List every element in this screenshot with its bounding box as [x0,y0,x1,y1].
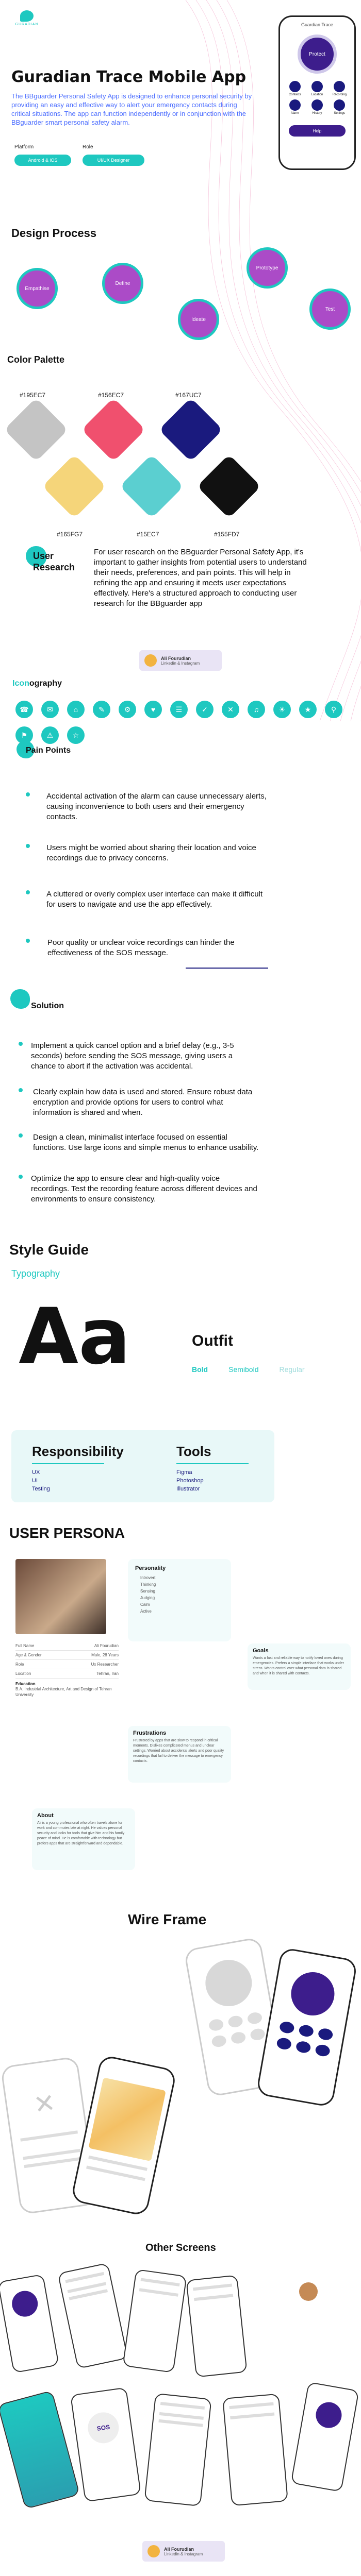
bullet-dot [19,1133,23,1138]
process-step-test: Test [309,289,351,330]
iconography-icon: ⚙ [119,701,136,718]
iconography-icon: ⚠ [41,726,59,744]
tile-location[interactable]: Location [307,81,326,96]
solution-title: Solution [31,1002,64,1010]
info-row: Full Name Ali Fourudian [15,1641,119,1651]
other-screen-1 [0,2274,59,2374]
sos-mini-button[interactable]: SOS [86,2410,121,2445]
pain-points-title: Pain Points [26,746,71,755]
pain-point-3: A cluttered or overly complex user interface can make it difficult for users to navigate and use the app effectively. [46,890,263,909]
info-row: Age & Gender Male, 28 Years [15,1651,119,1660]
color-label-4: #165FG7 [57,531,83,538]
mini-disc [10,2289,40,2319]
about-title: About [37,1812,54,1819]
persona-info-table [15,1641,119,1698]
phone-tile-grid [280,76,354,120]
persona-title: USER PERSONA [9,1525,125,1541]
tools-title: Tools [176,1444,211,1459]
goals-card [248,1643,351,1690]
iconography-icon: ☀ [273,701,291,718]
author-badge-bottom[interactable] [142,2541,225,2562]
wire-frame-title: Wire Frame [128,1911,207,1927]
hero-phone-mockup [278,15,356,170]
personality-card [128,1559,231,1641]
brand-logo [11,10,42,31]
bullet-dot [19,1088,23,1092]
info-row: Location Tehran, Iran [15,1669,119,1679]
frustrations-card [128,1726,231,1783]
user-research-text: For user research on the BBguarder Personal Safety App, it's important to gather insights from potential users to understand their needs, preferences, and pain points. This will help in refining the app and ensuring it meets user expectations effectively. Here's a structured approach to conducting user research for the BBguarder app [94,548,307,608]
weight-bold: Bold [192,1365,208,1374]
color-label-6: #155FD7 [214,531,240,538]
divider-line [186,968,268,969]
solution-3: Design a clean, minimalist interface focused on essential functions. Use large icons and simple menus to enhance usability. [33,1133,259,1152]
wireframe-protect-disc [288,1969,338,2019]
iconography-icon: ✉ [41,701,59,718]
goals-text: Wants a fast and reliable way to notify loved ones during emergencies. Prefers a simple interface that works under stress. Wants control over what personal data is shared and when it is shared with contacts. [253,1656,344,1675]
color-swatch-4 [42,454,106,518]
responsibility-title: Responsibility [32,1444,124,1459]
solution-4: Optimize the app to ensure clear and high-quality voice recordings. Test the recording feature across different devices and environments to ensure consistency. [31,1174,257,1204]
platform-pill: Android & iOS [14,155,71,166]
personality-title: Personality [135,1565,166,1571]
other-screen-5 [0,2390,80,2509]
process-step-empathise: Empathise [17,268,58,309]
color-label-1: #195EC7 [20,392,46,399]
tile-history[interactable]: History [307,99,326,115]
solution-1: Implement a quick cancel option and a brief delay (e.g., 3-5 seconds) before sending the SOS message, giving users a chance to abort if the activation was accidental. [31,1041,234,1071]
iconography-icon: ☰ [170,701,188,718]
iconography-icon: ⚲ [325,701,342,718]
color-swatch-6 [197,454,261,518]
role-pill: UI/UX Designer [83,155,144,166]
personality-list: Introvert Thinking Sensing Judging Calm Active [140,1575,156,1614]
logo-shape-icon [20,10,34,22]
iconography-icon: ⌂ [67,701,85,718]
platform-label: Platform [14,144,34,150]
solution-2: Clearly explain how data is used and stored. Ensure robust data encryption and provide options for users to control what information is shared and when. [33,1088,253,1117]
education-text: B.A. Industrial Architecture, Art and Design of Tehran University [15,1687,112,1697]
bullet-dot [19,1042,23,1046]
wireframe-grid [264,2009,346,2070]
process-step-prototype: Prototype [247,247,288,289]
color-swatch-3 [159,398,223,462]
about-text: Ali is a young professional who often travels alone for work and commutes late at night. He values personal security and looks for tools that give him and his family peace of mind. He is comfortable with technology but prefers apps that are straightforward and dependable. [37,1821,125,1845]
tile-settings[interactable]: Settings [330,99,349,115]
iconography-icon: ♫ [248,701,265,718]
education-label: Education [15,1682,36,1686]
iconography-icon: ☆ [67,726,85,744]
user-research-title: User Research [33,551,75,572]
iconography-icon: ★ [299,701,317,718]
other-screen-8 [222,2394,288,2506]
style-guide-title: Style Guide [9,1242,89,1258]
about-card [32,1808,135,1870]
other-screen-4 [186,2275,247,2377]
other-screen-9 [290,2382,359,2492]
iconography-icon: ✎ [93,701,110,718]
iconography-title: Iconography [12,679,62,688]
pain-point-2: Users might be worried about sharing their location and voice recordings due to privacy concerns. [46,843,256,862]
other-screen-6 [70,2387,141,2502]
solution-blob [10,989,30,1009]
font-name: Outfit [192,1332,233,1349]
iconography-icon: ✓ [196,701,214,718]
tile-contacts[interactable]: Contacts [285,81,304,96]
wireframe-phone-2 [256,1947,358,2108]
typography-label: Typography [11,1268,60,1279]
pain-point-4: Poor quality or unclear voice recordings can hinder the effectiveness of the SOS message. [47,938,235,957]
tools-underline [176,1463,249,1464]
iconography-icon: ☎ [15,701,33,718]
map-preview [88,2077,166,2161]
design-process-title: Design Process [11,227,97,240]
icon-row [15,701,351,744]
author-links: Linkedin & Instagram [161,660,200,666]
author-name: Ali Fourudian [161,655,191,661]
author-name: Ali Fourudian [164,2546,194,2552]
hero-description: The BBguarder Personal Safety App is designed to enhance personal security by providing an easy and effective way to alert your emergency contacts during critical situations. The app can function independently or in conjunction with the BBguarder smart personal safety alarm. [11,92,252,126]
color-label-2: #156EC7 [98,392,124,399]
protect-button[interactable]: Protect [298,35,337,74]
frustrations-title: Frustrations [133,1730,167,1736]
role-label: Role [83,144,93,150]
phone-header: Guardian Trace [301,22,334,27]
author-avatar [144,654,157,667]
iconography-icon: ♥ [144,701,162,718]
color-label-3: #167UC7 [175,392,202,399]
author-avatar [147,2545,160,2557]
goals-title: Goals [253,1648,269,1654]
wireframe-phone-4 [70,2055,177,2217]
responsibility-underline [32,1463,104,1464]
close-icon: ✕ [31,2088,58,2120]
info-row: Role Ux Researcher [15,1660,119,1669]
logo-text: GURADIAN [15,23,39,26]
help-button[interactable]: Help [289,125,346,137]
font-weights [192,1365,305,1374]
bullet-dot [26,939,30,943]
process-step-ideate: Ideate [178,299,219,340]
mini-disc [314,2400,344,2430]
bullet-dot [26,844,30,848]
color-palette-title: Color Palette [7,354,65,365]
page-title: Guradian Trace Mobile App [11,68,247,86]
bullet-dot [19,1175,23,1179]
pain-point-1: Accidental activation of the alarm can cause unnecessary alerts, causing inconvenience to both users and their emergency contacts. [46,792,267,821]
tile-alarm[interactable]: Alarm [285,99,304,115]
color-swatch-5 [120,454,184,518]
author-links: Linkedin & Instagram [164,2551,203,2556]
weight-regular: Regular [279,1365,305,1374]
responsibility-tools-card [11,1430,274,1502]
wireframe-circle [202,1956,255,2010]
weight-semibold: Semibold [228,1365,259,1374]
bullet-dot [26,890,30,894]
frustrations-text: Frustrated by apps that are slow to respond in critical moments. Dislikes complicated menus and unclear settings. Worried about accidental alerts and poor quality recordings that fail to deliver the message to emergency contacts. [133,1739,224,1763]
author-badge[interactable] [139,650,222,671]
responsibility-list: UX UI Testing [32,1469,50,1492]
iconography-icon: ⚑ [15,726,33,744]
emoji-avatar [299,2282,318,2301]
color-swatch-1 [4,398,68,462]
process-step-define: Define [102,263,143,304]
other-screens-title: Other Screens [145,2242,216,2253]
other-screen-7 [144,2393,211,2506]
bullet-dot [26,792,30,796]
color-label-5: #15EC7 [137,531,159,538]
color-swatch-2 [81,398,145,462]
tools-list: Figma Photoshop Illustrator [176,1469,204,1492]
iconography-icon: ✕ [222,701,239,718]
other-screen-3 [122,2269,187,2373]
other-screen-2 [57,2263,128,2369]
typography-sample: Aa [19,1292,131,1382]
persona-photo [15,1559,106,1634]
tile-recording[interactable]: Recording [330,81,349,96]
